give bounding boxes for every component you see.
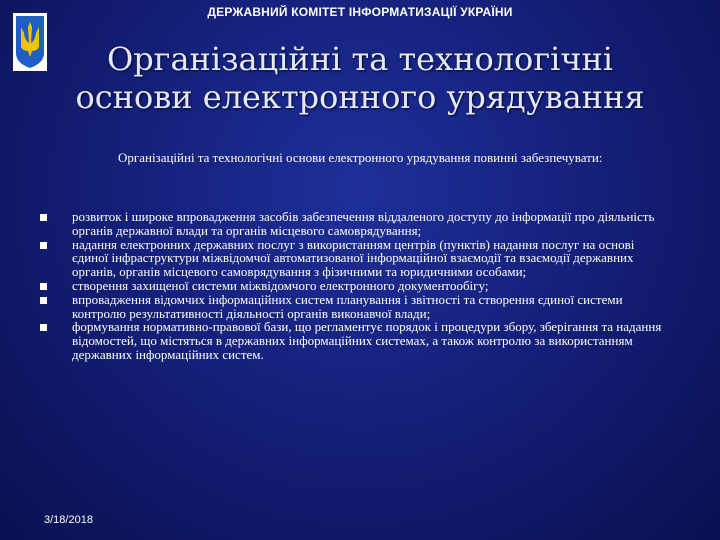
square-bullet-icon (40, 214, 47, 221)
list-item (40, 279, 668, 293)
list-item (40, 238, 668, 279)
list-item (40, 210, 668, 238)
header-bar (0, 0, 720, 22)
slide-title (20, 40, 700, 116)
slide-date: 3/18/2018 (44, 514, 93, 526)
list-item-text: створення захищеної системи міжвідомчого електронного документообігу; (72, 277, 489, 293)
slide-title-line-1: Організаційні та технологічні (106, 40, 614, 78)
list-item-text: формування нормативно-правової бази, що регламентує порядок і процедури збору, зберігання та надання відомостей, що містяться в державних інформаційних системах, а також контролю за використанням державних інформаційних систем. (72, 319, 662, 362)
slide-title-line-2: основи електронного урядування (75, 78, 645, 116)
list-item-text: впровадження відомчих інформаційних систем планування і звітності та створення єдиної системи контролю результативності діяльності органів виконавчої влади; (72, 291, 623, 321)
organization-name: ДЕРЖАВНИЙ КОМІТЕТ ІНФОРМАТИЗАЦІЇ УКРАЇНИ (207, 5, 513, 19)
intro-paragraph (70, 150, 690, 165)
list-item-text: розвиток і широке впровадження засобів забезпечення віддаленого доступу до інформації про діяльність органів державної влади та органів місцевого самоврядування; (72, 209, 655, 238)
bullet-list (40, 210, 668, 362)
list-item (40, 293, 668, 321)
list-item (40, 320, 668, 361)
square-bullet-icon (40, 242, 47, 249)
intro-text: Організаційні та технологічні основи електронного урядування повинні забезпечувати: (118, 150, 603, 165)
list-item-text: надання електронних державних послуг з використанням центрів (пунктів) надання послуг на основі єдиної інфраструктури міжвідомчої автоматизованої інформаційної взаємодії та взаємодії державних органів, органів місцевого самоврядування з фізичними та юридичними особами; (72, 236, 635, 280)
square-bullet-icon (40, 324, 47, 331)
square-bullet-icon (40, 283, 47, 290)
square-bullet-icon (40, 297, 47, 304)
